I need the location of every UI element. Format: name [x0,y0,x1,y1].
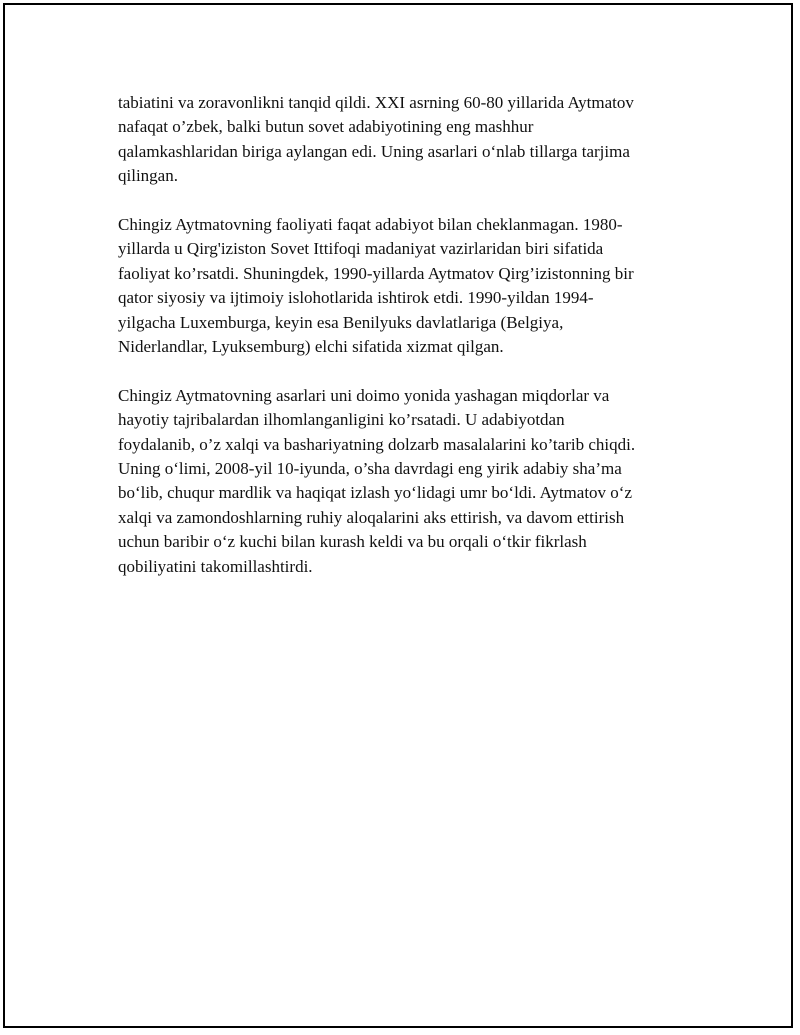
paragraph-2 [118,213,688,359]
text-line: Chingiz Aytmatovning faoliyati faqat adabiyot bilan cheklanmagan. 1980- [118,215,623,235]
text-line: Chingiz Aytmatovning asarlari uni doimo yonida yashagan miqdorlar va [118,385,610,405]
text-line: Uning oʻlimi, 2008-yil 10-iyunda, o’sha davrdagi eng yirik adabiy sha’ma [118,459,622,479]
paragraph-1 [118,91,688,189]
document-body [118,91,688,603]
text-line: boʻlib, chuqur mardlik va haqiqat izlash yoʻlidagi umr boʻldi. Aytmatov oʻz [118,483,632,503]
text-line: tabiatini va zoravonlikni tanqid qildi. XXI asrning 60-80 yillarida Aytmatov [118,93,634,112]
text-line: qator siyosiy va ijtimoiy islohotlarida ishtirok etdi. 1990-yildan 1994- [118,288,594,308]
text-line: yillarda u Qirg'iziston Sovet Ittifoqi madaniyat vazirlaridan biri sifatida [118,239,604,259]
text-line: Niderlandlar, Lyuksemburg) elchi sifatida xizmat qilgan. [118,337,504,357]
text-line: qalamkashlaridan biriga aylangan edi. Uning asarlari oʻnlab tillarga tarjima [118,141,630,161]
text-line: faoliyat ko’rsatdi. Shuningdek, 1990-yillarda Aytmatov Qirg’izistonning bir [118,263,634,283]
text-line: foydalanib, o’z xalqi va bashariyatning dolzarb masalalarini ko’tarib chiqdi. [118,434,636,454]
text-line: hayotiy tajribalardan ilhomlanganligini ko’rsatadi. U adabiyotdan [118,410,565,430]
text-line: uchun baribir oʻz kuchi bilan kurash keldi va bu orqali oʻtkir fikrlash [118,532,587,552]
text-line: xalqi va zamondoshlarning ruhiy aloqalarini aks ettirish, va davom ettirish [118,507,625,527]
text-line: qilingan. [118,166,178,186]
text-line: yilgacha Luxemburga, keyin esa Benilyuks davlatlariga (Belgiya, [118,312,564,332]
text-line: qobiliyatini takomillashtirdi. [118,556,313,576]
paragraph-3 [118,384,688,579]
text-line: nafaqat o’zbek, balki butun sovet adabiyotining eng mashhur [118,117,534,137]
